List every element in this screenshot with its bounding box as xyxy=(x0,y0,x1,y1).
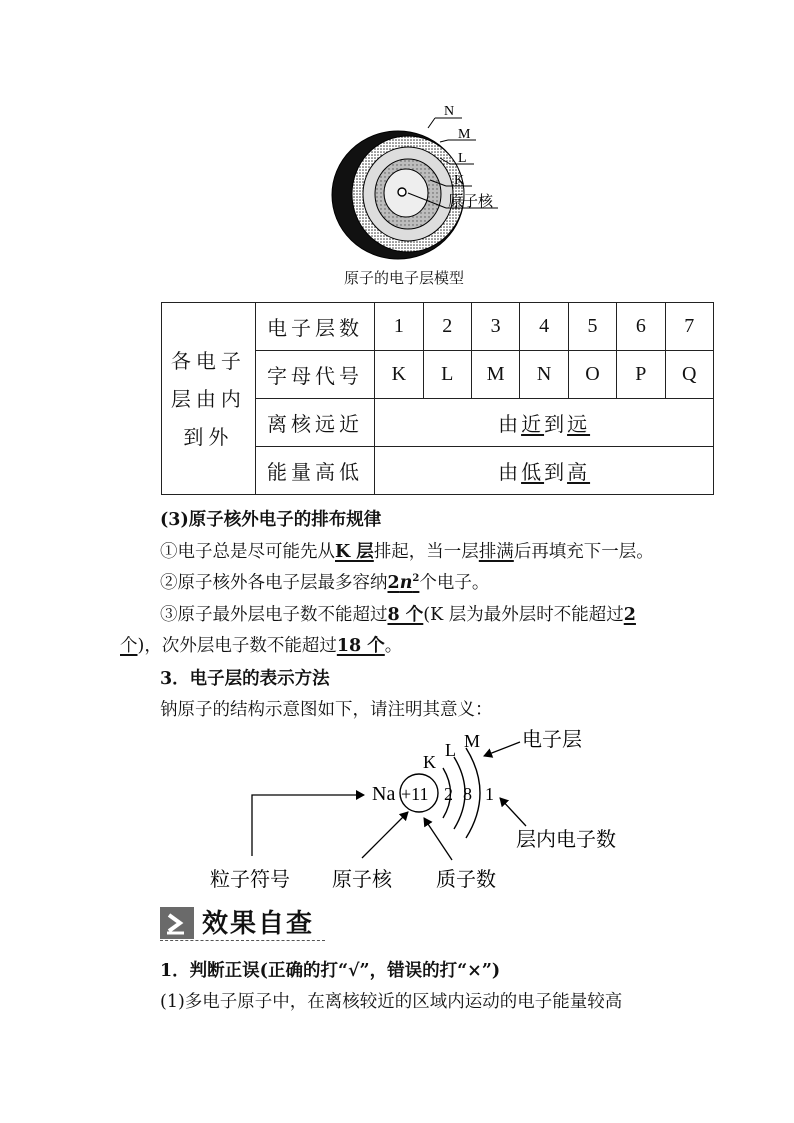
callout-shell: 电子层 xyxy=(522,727,582,751)
title-underline xyxy=(160,940,325,941)
callout-particle-symbol: 粒子符号 xyxy=(210,867,290,891)
rules-heading: (3)原子核外电子的排布规律 xyxy=(160,510,382,530)
check-badge xyxy=(160,907,194,939)
table-cell: 2 xyxy=(423,303,471,351)
energy-value: 由低到高 xyxy=(375,447,714,495)
electrons-m: 1 xyxy=(485,784,494,804)
shell-letter-k: K xyxy=(423,752,436,772)
figure-caption: 原子的电子层模型 xyxy=(344,269,465,287)
callout-proton-number: 质子数 xyxy=(436,867,496,891)
table-cell: P xyxy=(617,351,665,399)
particle-symbol: Na xyxy=(372,783,396,805)
shell-letter-m: M xyxy=(464,731,481,751)
label-k: K xyxy=(454,173,465,188)
table-cell: O xyxy=(568,351,616,399)
shell-letter-l: L xyxy=(445,740,456,760)
row-label-letter-code: 字母代号 xyxy=(255,351,374,399)
arrow-icon xyxy=(160,907,194,939)
atom-shell-model-figure xyxy=(320,100,530,265)
electron-shell-table xyxy=(161,302,714,495)
callout-electrons-in-shell: 层内电子数 xyxy=(516,827,616,851)
row-label-shell-number: 电子层数 xyxy=(255,303,374,351)
question-1-1: (1)多电子原子中，在离核较近的区域内运动的电子能量较高 xyxy=(160,992,623,1012)
label-l: L xyxy=(458,151,467,166)
electrons-k: 2 xyxy=(444,784,453,804)
check-title: 效果自查 xyxy=(202,909,315,939)
table-group-header: 各电子 层由内 到外 xyxy=(162,303,256,495)
section3-heading: 3．电子层的表示方法 xyxy=(160,669,330,689)
row-label-distance: 离核远近 xyxy=(255,399,374,447)
section3-intro: 钠原子的结构示意图如下，请注明其意义： xyxy=(160,700,493,720)
table-cell: Q xyxy=(665,351,713,399)
nucleus-dot xyxy=(398,188,406,196)
table-cell: N xyxy=(520,351,568,399)
sodium-structure-diagram xyxy=(200,722,640,894)
label-n: N xyxy=(444,104,455,119)
table-cell: 3 xyxy=(471,303,519,351)
row-label-energy: 能量高低 xyxy=(255,447,374,495)
table-cell: 7 xyxy=(665,303,713,351)
table-cell: L xyxy=(423,351,471,399)
rule-2: ②原子核外各电子层最多容纳$2n^2$个电子。 xyxy=(160,573,490,593)
electrons-l: 8 xyxy=(463,784,472,804)
table-cell: K xyxy=(375,351,423,399)
rule-3: ③原子最外层电子数不能超过8 个(K 层为最外层时不能超过2 xyxy=(160,605,636,625)
table-cell: 6 xyxy=(617,303,665,351)
question-1: 1．判断正误(正确的打“√”，错误的打“×”) xyxy=(160,961,501,981)
label-m: M xyxy=(458,127,471,142)
table-cell: 4 xyxy=(520,303,568,351)
distance-value: 由近到远 xyxy=(375,399,714,447)
nucleus-charge: +11 xyxy=(401,784,429,804)
rule-1: ①电子总是尽可能先从K 层排起，当一层排满后再填充下一层。 xyxy=(160,542,654,562)
table-cell: 1 xyxy=(375,303,423,351)
rule-3-cont: 个)，次外层电子数不能超过18 个。 xyxy=(120,636,403,656)
label-nucleus: 原子核 xyxy=(448,192,494,210)
table-cell: M xyxy=(471,351,519,399)
callout-nucleus: 原子核 xyxy=(332,867,392,891)
table-cell: 5 xyxy=(568,303,616,351)
